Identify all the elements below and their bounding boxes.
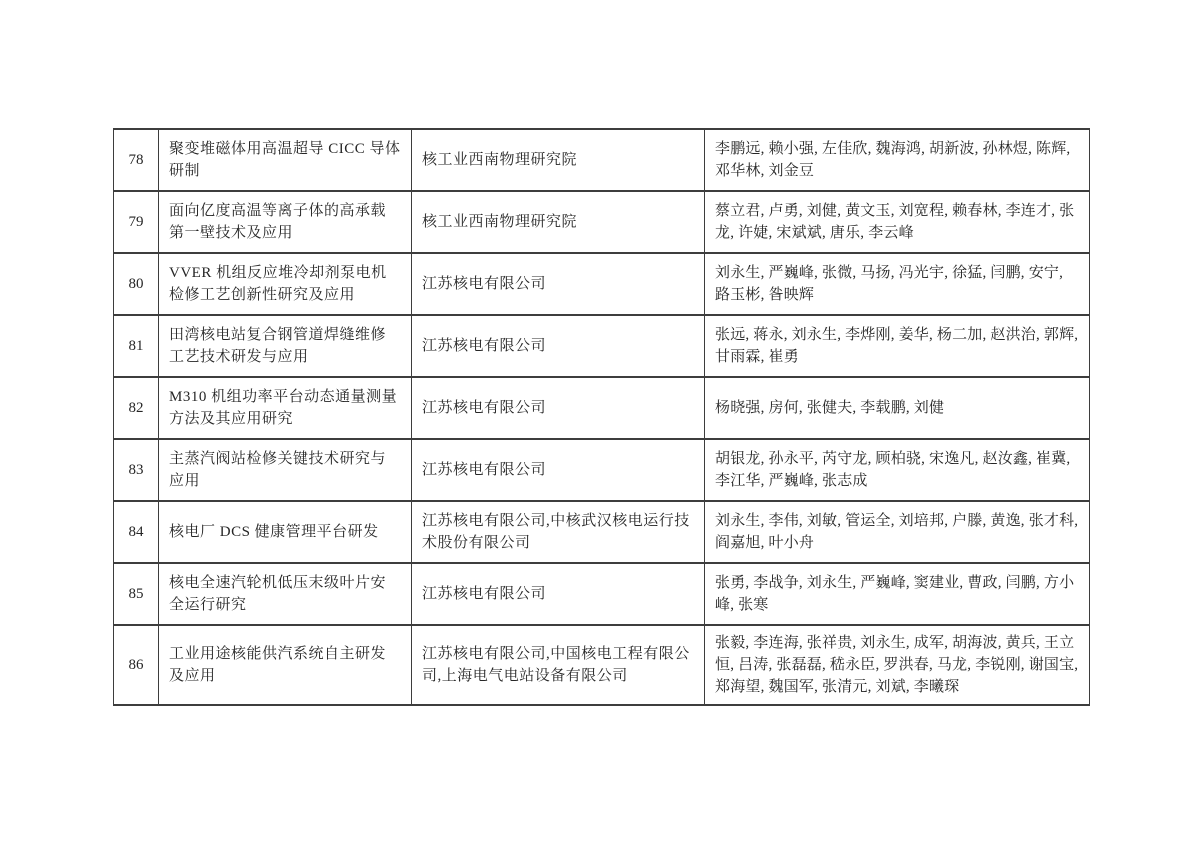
row-number: 86 — [114, 625, 159, 705]
project-title: 工业用途核能供汽系统自主研发及应用 — [159, 625, 412, 705]
table-row — [114, 625, 1090, 705]
row-number: 79 — [114, 191, 159, 253]
row-number: 80 — [114, 253, 159, 315]
team-members: 蔡立君, 卢勇, 刘健, 黄文玉, 刘宽程, 赖春林, 李连才, 张龙, 许婕, 宋斌斌, 唐乐, 李云峰 — [705, 191, 1090, 253]
table-row — [114, 563, 1090, 625]
table-row — [114, 439, 1090, 501]
table-row — [114, 191, 1090, 253]
organization: 核工业西南物理研究院 — [412, 191, 705, 253]
table-row — [114, 315, 1090, 377]
project-title: 聚变堆磁体用高温超导 CICC 导体研制 — [159, 129, 412, 191]
table-row — [114, 129, 1090, 191]
table-row — [114, 377, 1090, 439]
organization: 江苏核电有限公司 — [412, 377, 705, 439]
organization: 江苏核电有限公司 — [412, 315, 705, 377]
awards-table-body — [114, 129, 1090, 705]
project-title: M310 机组功率平台动态通量测量方法及其应用研究 — [159, 377, 412, 439]
team-members: 胡银龙, 孙永平, 芮守龙, 顾柏骁, 宋逸凡, 赵汝鑫, 崔冀, 李江华, 严巍峰, 张志成 — [705, 439, 1090, 501]
team-members: 张毅, 李连海, 张祥贵, 刘永生, 成军, 胡海波, 黄兵, 王立恒, 吕涛, 张磊磊, 嵇永臣, 罗洪春, 马龙, 李锐刚, 谢国宝, 郑海望, 魏国军, 张清元, 刘斌, 李曦琛 — [705, 625, 1090, 705]
team-members: 张勇, 李战争, 刘永生, 严巍峰, 窦建业, 曹政, 闫鹏, 方小峰, 张寒 — [705, 563, 1090, 625]
organization: 江苏核电有限公司 — [412, 439, 705, 501]
awards-table — [113, 128, 1090, 706]
organization: 江苏核电有限公司 — [412, 253, 705, 315]
team-members: 李鹏远, 赖小强, 左佳欣, 魏海鸿, 胡新波, 孙林煜, 陈辉, 邓华林, 刘金豆 — [705, 129, 1090, 191]
row-number: 78 — [114, 129, 159, 191]
project-title: 核电全速汽轮机低压末级叶片安全运行研究 — [159, 563, 412, 625]
team-members: 张远, 蒋永, 刘永生, 李烨刚, 姜华, 杨二加, 赵洪治, 郭辉, 甘雨霖, 崔勇 — [705, 315, 1090, 377]
project-title: 田湾核电站复合钢管道焊缝维修工艺技术研发与应用 — [159, 315, 412, 377]
team-members: 刘永生, 严巍峰, 张微, 马扬, 冯光宇, 徐猛, 闫鹏, 安宁, 路玉彬, 昝映辉 — [705, 253, 1090, 315]
row-number: 82 — [114, 377, 159, 439]
row-number: 81 — [114, 315, 159, 377]
organization: 江苏核电有限公司,中国核电工程有限公司,上海电气电站设备有限公司 — [412, 625, 705, 705]
project-title: 核电厂 DCS 健康管理平台研发 — [159, 501, 412, 563]
project-title: 主蒸汽阀站检修关键技术研究与应用 — [159, 439, 412, 501]
project-title: VVER 机组反应堆冷却剂泵电机检修工艺创新性研究及应用 — [159, 253, 412, 315]
row-number: 85 — [114, 563, 159, 625]
team-members: 刘永生, 李伟, 刘敏, 管运全, 刘培邦, 户滕, 黄逸, 张才科, 阎嘉旭, 叶小舟 — [705, 501, 1090, 563]
row-number: 84 — [114, 501, 159, 563]
organization: 江苏核电有限公司,中核武汉核电运行技术股份有限公司 — [412, 501, 705, 563]
project-title: 面向亿度高温等离子体的高承载第一壁技术及应用 — [159, 191, 412, 253]
table-row — [114, 501, 1090, 563]
organization: 江苏核电有限公司 — [412, 563, 705, 625]
row-number: 83 — [114, 439, 159, 501]
table-row — [114, 253, 1090, 315]
organization: 核工业西南物理研究院 — [412, 129, 705, 191]
team-members: 杨晓强, 房何, 张健夫, 李载鹏, 刘健 — [705, 377, 1090, 439]
